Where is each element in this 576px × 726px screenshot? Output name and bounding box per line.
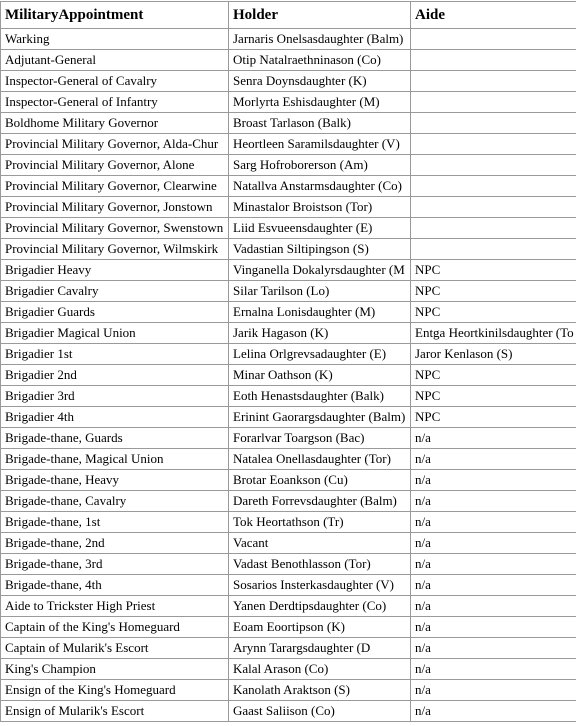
aide-cell [411, 197, 576, 218]
table-row [1, 575, 576, 596]
appointment-cell: Brigade-thane, Heavy [1, 470, 229, 491]
aide-cell: n/a [411, 512, 576, 533]
aide-cell [411, 71, 576, 92]
table-row [1, 365, 576, 386]
aide-cell [411, 218, 576, 239]
table-row [1, 239, 576, 260]
appointment-cell: Provincial Military Governor, Clearwine [1, 176, 229, 197]
holder-cell: Tok Heortathson (Tr) [229, 512, 411, 533]
holder-cell: Otip Natalraethninason (Co) [229, 50, 411, 71]
appointment-cell: Provincial Military Governor, Alda-Chur [1, 134, 229, 155]
aide-cell: n/a [411, 659, 576, 680]
appointment-cell: Brigadier Guards [1, 302, 229, 323]
table-row [1, 197, 576, 218]
appointment-cell: Aide to Trickster High Priest [1, 596, 229, 617]
appointment-cell: Provincial Military Governor, Jonstown [1, 197, 229, 218]
holder-cell: Morlyrta Eshisdaughter (M) [229, 92, 411, 113]
appointments-table [0, 1, 576, 722]
aide-cell: NPC [411, 386, 576, 407]
table-row [1, 218, 576, 239]
aide-cell: n/a [411, 428, 576, 449]
aide-cell [411, 239, 576, 260]
appointment-cell: Brigadier Magical Union [1, 323, 229, 344]
appointment-cell: Adjutant-General [1, 50, 229, 71]
holder-cell: Natalea Onellasdaughter (Tor) [229, 449, 411, 470]
appointment-cell: Brigadier 4th [1, 407, 229, 428]
table-row [1, 260, 576, 281]
table-row [1, 113, 576, 134]
aide-cell: n/a [411, 680, 576, 701]
table-row [1, 428, 576, 449]
table-row [1, 281, 576, 302]
table-row [1, 92, 576, 113]
table-row [1, 512, 576, 533]
table-row [1, 701, 576, 722]
aide-cell: Jaror Kenlason (S) [411, 344, 576, 365]
appointment-cell: Warking [1, 29, 229, 50]
holder-cell: Vadast Benothlasson (Tor) [229, 554, 411, 575]
holder-cell: Kalal Arason (Co) [229, 659, 411, 680]
holder-cell: Vinganella Dokalyrsdaughter (M [229, 260, 411, 281]
aide-cell [411, 29, 576, 50]
holder-cell: Liid Esvueensdaughter (E) [229, 218, 411, 239]
appointment-cell: Brigade-thane, 3rd [1, 554, 229, 575]
column-header-military-appointment: MilitaryAppointment [1, 2, 229, 29]
aide-cell [411, 155, 576, 176]
appointment-cell: Brigade-thane, 2nd [1, 533, 229, 554]
holder-cell: Silar Tarilson (Lo) [229, 281, 411, 302]
table-row [1, 533, 576, 554]
table-row [1, 50, 576, 71]
aide-cell: NPC [411, 260, 576, 281]
aide-cell: n/a [411, 491, 576, 512]
aide-cell: n/a [411, 701, 576, 722]
aide-cell [411, 50, 576, 71]
appointment-cell: Brigadier 2nd [1, 365, 229, 386]
appointment-cell: Brigadier 3rd [1, 386, 229, 407]
holder-cell: Sosarios Insterkasdaughter (V) [229, 575, 411, 596]
table-container [0, 1, 576, 725]
holder-cell: Dareth Forrevsdaughter (Balm) [229, 491, 411, 512]
holder-cell: Sarg Hofroborerson (Am) [229, 155, 411, 176]
aide-cell [411, 113, 576, 134]
holder-cell: Eoam Eoortipson (K) [229, 617, 411, 638]
appointment-cell: Provincial Military Governor, Swenstown [1, 218, 229, 239]
appointment-cell: Brigade-thane, 4th [1, 575, 229, 596]
appointment-cell: Provincial Military Governor, Wilmskirk [1, 239, 229, 260]
aide-cell [411, 92, 576, 113]
holder-cell: Lelina Orlgrevsadaughter (E) [229, 344, 411, 365]
holder-cell: Yanen Derdtipsdaughter (Co) [229, 596, 411, 617]
holder-cell: Minar Oathson (K) [229, 365, 411, 386]
table-row [1, 134, 576, 155]
table-row [1, 323, 576, 344]
appointment-cell: Provincial Military Governor, Alone [1, 155, 229, 176]
aide-cell: n/a [411, 575, 576, 596]
aide-cell: NPC [411, 302, 576, 323]
holder-cell: Minastalor Broistson (Tor) [229, 197, 411, 218]
aide-cell: NPC [411, 407, 576, 428]
appointment-cell: Brigade-thane, Magical Union [1, 449, 229, 470]
appointment-cell: Captain of Mularik's Escort [1, 638, 229, 659]
aide-cell: NPC [411, 281, 576, 302]
appointment-cell: Brigadier Cavalry [1, 281, 229, 302]
appointment-cell: Inspector-General of Cavalry [1, 71, 229, 92]
appointment-cell: King's Champion [1, 659, 229, 680]
table-row [1, 659, 576, 680]
aide-cell: n/a [411, 617, 576, 638]
holder-cell: Heortleen Saramilsdaughter (V) [229, 134, 411, 155]
table-row [1, 554, 576, 575]
holder-cell: Arynn Tarargsdaughter (D [229, 638, 411, 659]
holder-cell: Forarlvar Toargson (Bac) [229, 428, 411, 449]
aide-cell: NPC [411, 365, 576, 386]
holder-cell: Natallva Anstarmsdaughter (Co) [229, 176, 411, 197]
column-header-holder: Holder [229, 2, 411, 29]
table-body [1, 29, 576, 722]
table-row [1, 386, 576, 407]
aide-cell: n/a [411, 533, 576, 554]
table-row [1, 470, 576, 491]
holder-cell: Vadastian Siltipingson (S) [229, 239, 411, 260]
appointment-cell: Brigadier Heavy [1, 260, 229, 281]
table-row [1, 176, 576, 197]
table-row [1, 407, 576, 428]
appointment-cell: Boldhome Military Governor [1, 113, 229, 134]
holder-cell: Ernalna Lonisdaughter (M) [229, 302, 411, 323]
column-header-aide: Aide [411, 2, 576, 29]
holder-cell: Brotar Eoankson (Cu) [229, 470, 411, 491]
holder-cell: Eoth Henastsdaughter (Balk) [229, 386, 411, 407]
table-row [1, 449, 576, 470]
table-row [1, 155, 576, 176]
table-row [1, 596, 576, 617]
aide-cell: n/a [411, 596, 576, 617]
appointment-cell: Brigade-thane, Cavalry [1, 491, 229, 512]
table-row [1, 638, 576, 659]
table-row [1, 617, 576, 638]
holder-cell: Kanolath Araktson (S) [229, 680, 411, 701]
aide-cell [411, 176, 576, 197]
aide-cell [411, 134, 576, 155]
appointment-cell: Ensign of the King's Homeguard [1, 680, 229, 701]
holder-cell: Erinint Gaorargsdaughter (Balm) [229, 407, 411, 428]
table-row [1, 71, 576, 92]
holder-cell: Jarnaris Onelsasdaughter (Balm) [229, 29, 411, 50]
table-header-row [1, 2, 576, 29]
appointment-cell: Brigade-thane, 1st [1, 512, 229, 533]
holder-cell: Vacant [229, 533, 411, 554]
holder-cell: Broast Tarlason (Balk) [229, 113, 411, 134]
table-row [1, 302, 576, 323]
appointment-cell: Brigadier 1st [1, 344, 229, 365]
table-row [1, 680, 576, 701]
aide-cell: n/a [411, 638, 576, 659]
holder-cell: Gaast Saliison (Co) [229, 701, 411, 722]
holder-cell: Senra Doynsdaughter (K) [229, 71, 411, 92]
aide-cell: Entga Heortkinilsdaughter (To [411, 323, 576, 344]
aide-cell: n/a [411, 554, 576, 575]
aide-cell: n/a [411, 470, 576, 491]
holder-cell: Jarik Hagason (K) [229, 323, 411, 344]
appointment-cell: Inspector-General of Infantry [1, 92, 229, 113]
table-row [1, 29, 576, 50]
appointment-cell: Ensign of Mularik's Escort [1, 701, 229, 722]
appointment-cell: Captain of the King's Homeguard [1, 617, 229, 638]
aide-cell: n/a [411, 449, 576, 470]
table-row [1, 491, 576, 512]
table-row [1, 344, 576, 365]
appointment-cell: Brigade-thane, Guards [1, 428, 229, 449]
